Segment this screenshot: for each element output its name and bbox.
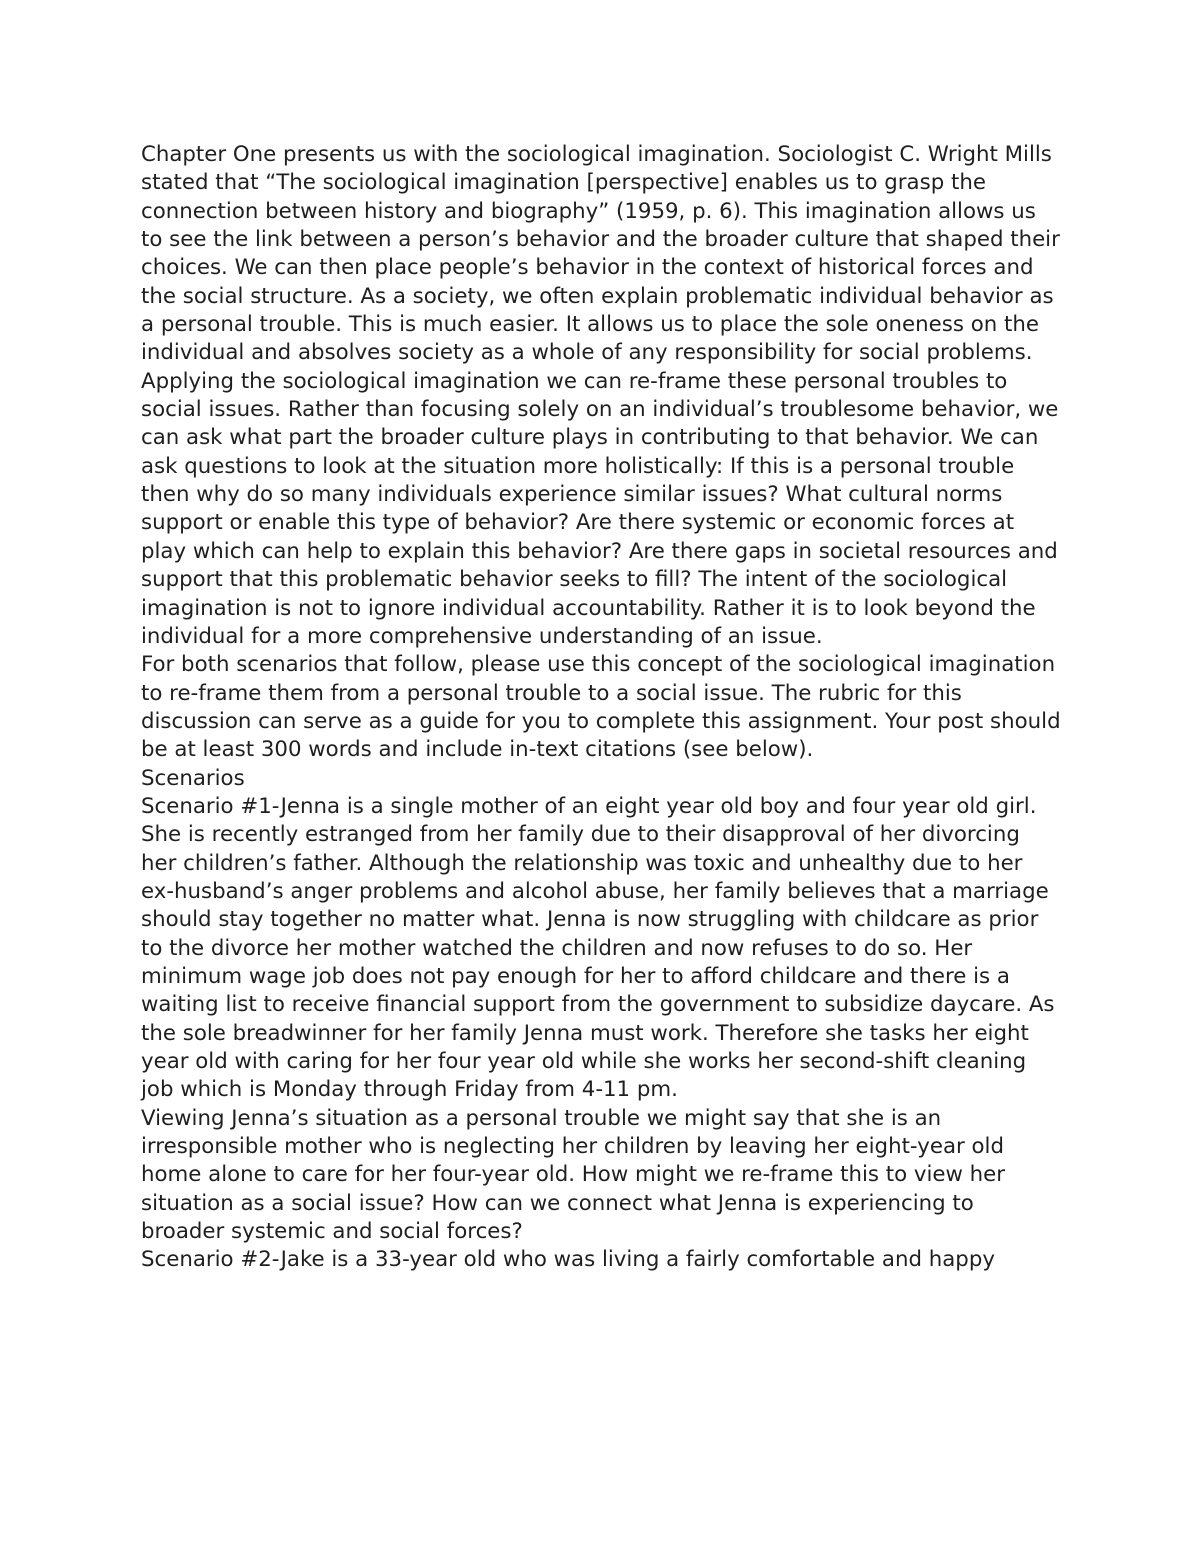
intro-paragraph: Chapter One presents us with the sociological imagination. Sociologist C. Wright Mills stated that “The sociological imagination [perspective] enables us to grasp the connection between history and biography” (1959, p. 6). This imagination allows us to see the link between a person’s behavior and the broader culture that shaped their choices. We can then place people’s behavior in the context of historical forces and the social structure. As a society, we often explain problematic individual behavior as a personal trouble. This is much easier. It allows us to place the sole oneness on the individual and absolves society as a whole of any responsibility for social problems. Applying the sociological imagination we can re-frame these personal troubles to social issues. Rather than focusing solely on an individual’s troublesome behavior, we can ask what part the broader culture plays in contributing to that behavior. We can ask questions to look at the situation more holistically: If this is a personal trouble then why do so many individuals experience similar issues? What cultural norms support or enable this type of behavior? Are there systemic or economic forces at play which can help to explain this behavior? Are there gaps in societal resources and support that this problematic behavior seeks to fill? The intent of the sociological imagination is not to ignore individual accountability. Rather it is to look beyond the individual for a more comprehensive understanding of an issue. [141, 142, 1060, 649]
scenario-1-question-paragraph: Viewing Jenna’s situation as a personal trouble we might say that she is an irresponsible mother who is neglecting her children by leaving her eight-year old home alone to care for her four-year old. How might we re-frame this to view her situation as a social issue? How can we connect what Jenna is experiencing to broader systemic and social forces? [141, 1105, 1006, 1245]
scenario-2-paragraph: Scenario #2-Jake is a 33-year old who was living a fairly comfortable and happy [141, 1247, 995, 1273]
document-page [141, 141, 1061, 1275]
instructions-paragraph: For both scenarios that follow, please use this concept of the sociological imagination to re-frame them from a personal trouble to a social issue. The rubric for this discussion can serve as a guide for you to complete this assignment. Your post should be at least 300 words and include in-text citations (see below). [141, 652, 1061, 763]
scenarios-heading: Scenarios [141, 765, 245, 791]
scenario-1-paragraph: Scenario #1-Jenna is a single mother of an eight year old boy and four year old girl. She is recently estranged from her family due to their disapproval of her divorcing her children’s father. Although the relationship was toxic and unhealthy due to her ex-husband’s anger problems and alcohol abuse, her family believes that a marriage should stay together no matter what. Jenna is now struggling with childcare as prior to the divorce her mother watched the children and now refuses to do so. Her minimum wage job does not pay enough for her to afford childcare and there is a waiting list to receive financial support from the government to subsidize daycare. As the sole breadwinner for her family Jenna must work. Therefore she tasks her eight year old with caring for her four year old while she works her second-shift cleaning job which is Monday through Friday from 4-11 pm. [141, 793, 1055, 1103]
